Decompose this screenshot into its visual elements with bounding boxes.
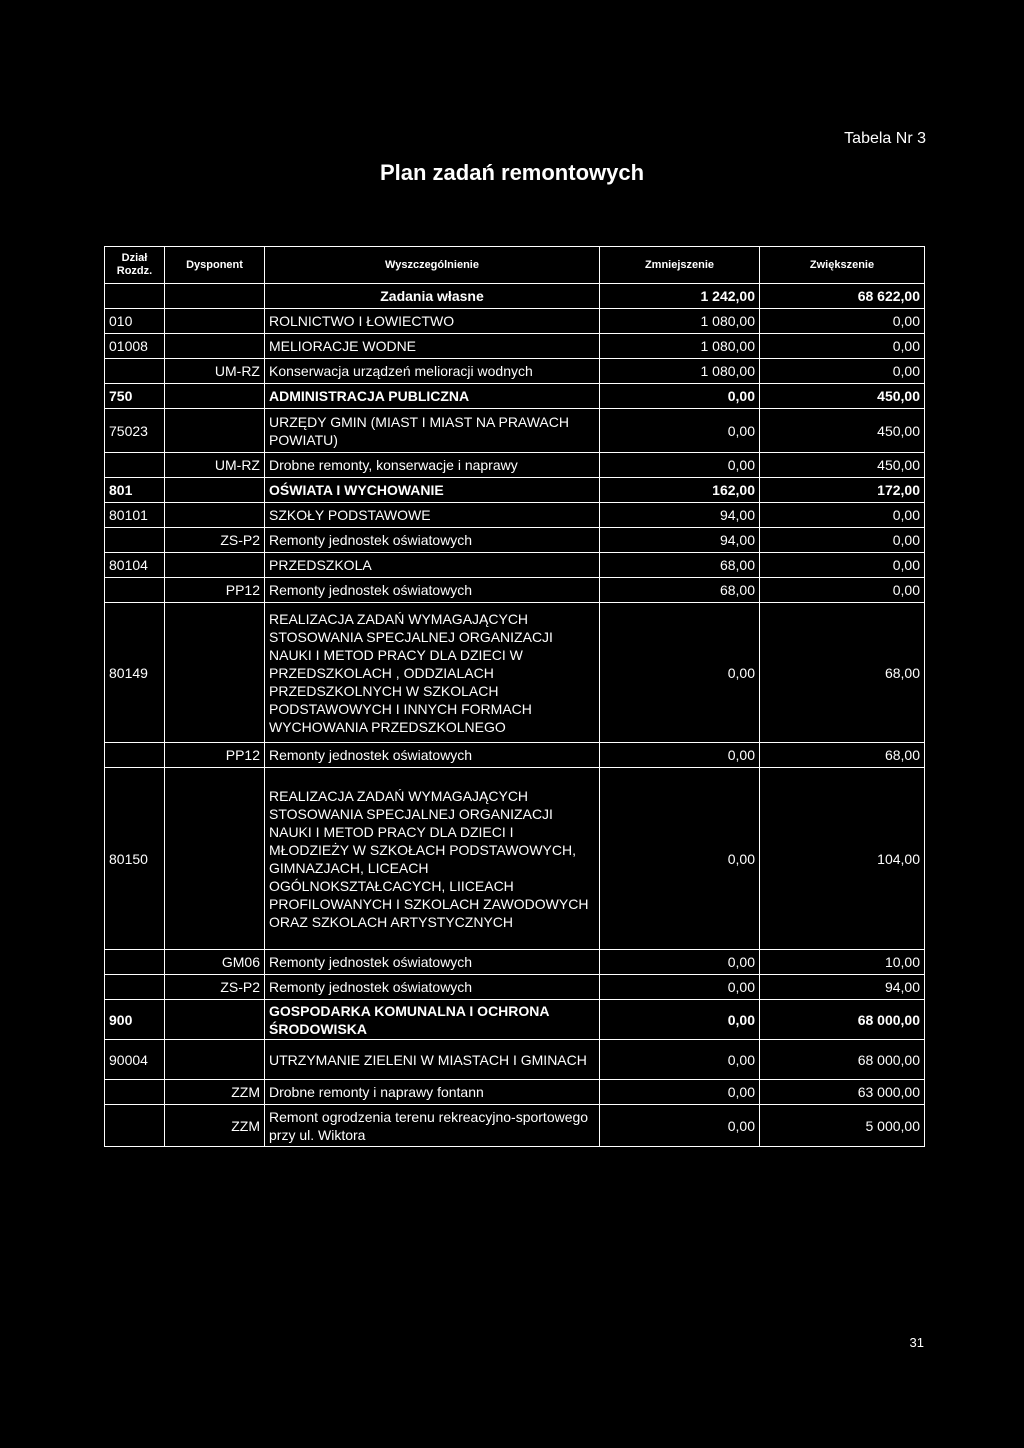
table-row — [105, 453, 925, 478]
row-description-cell: REALIZACJA ZADAŃ WYMAGAJĄCYCH STOSOWANIA SPECJALNEJ ORGANIZACJI NAUKI I METOD PRACY DLA DZIECI I MŁODZIEŻY W SZKOŁACH PODSTAWOWYCH, GIMNAZJACH, LICEACH OGÓLNOKSZTAŁCACYCH, LIICEACH PROFILOWANYCH I SZKOLACH ZAWODOWYCH ORAZ SZKOLACH ARTYSTYCZNYCH — [265, 768, 600, 950]
row-zwiekszenie-cell: 5 000,00 — [760, 1105, 925, 1147]
row-zmniejszenie-cell: 0,00 — [600, 743, 760, 768]
table-row — [105, 1105, 925, 1147]
row-description-cell: Remonty jednostek oświatowych — [265, 578, 600, 603]
row-zwiekszenie-cell: 0,00 — [760, 528, 925, 553]
row-zwiekszenie-cell: 450,00 — [760, 453, 925, 478]
row-code-cell — [105, 284, 165, 309]
row-zmniejszenie-cell: 68,00 — [600, 553, 760, 578]
row-code-cell: 80149 — [105, 603, 165, 743]
header-wyszczegolnienie: Wyszczególnienie — [265, 247, 600, 284]
repair-plan-table — [104, 246, 925, 1147]
row-dysponent-cell — [165, 478, 265, 503]
row-dysponent-cell — [165, 384, 265, 409]
row-zmniejszenie-cell: 0,00 — [600, 1080, 760, 1105]
row-dysponent-cell — [165, 553, 265, 578]
row-dysponent-cell — [165, 503, 265, 528]
row-zmniejszenie-cell: 0,00 — [600, 384, 760, 409]
row-description-cell: UTRZYMANIE ZIELENI W MIASTACH I GMINACH — [265, 1040, 600, 1080]
row-zmniejszenie-cell: 68,00 — [600, 578, 760, 603]
row-code-cell: 750 — [105, 384, 165, 409]
table-row — [105, 1000, 925, 1040]
row-code-cell — [105, 453, 165, 478]
row-description-cell: URZĘDY GMIN (MIAST I MIAST NA PRAWACH POWIATU) — [265, 409, 600, 453]
row-dysponent-cell: ZS-P2 — [165, 528, 265, 553]
table-row — [105, 975, 925, 1000]
row-zmniejszenie-cell: 94,00 — [600, 528, 760, 553]
row-zwiekszenie-cell: 104,00 — [760, 768, 925, 950]
row-description-cell: Remonty jednostek oświatowych — [265, 743, 600, 768]
row-zmniejszenie-cell: 0,00 — [600, 768, 760, 950]
row-zwiekszenie-cell: 94,00 — [760, 975, 925, 1000]
row-zmniejszenie-cell: 1 080,00 — [600, 309, 760, 334]
row-dysponent-cell: GM06 — [165, 950, 265, 975]
row-zmniejszenie-cell: 0,00 — [600, 1105, 760, 1147]
table-row — [105, 334, 925, 359]
row-code-cell — [105, 578, 165, 603]
row-zwiekszenie-cell: 68 000,00 — [760, 1000, 925, 1040]
row-zwiekszenie-cell: 450,00 — [760, 384, 925, 409]
table-row — [105, 578, 925, 603]
row-dysponent-cell — [165, 603, 265, 743]
row-dysponent-cell: ZS-P2 — [165, 975, 265, 1000]
row-description-cell: ADMINISTRACJA PUBLICZNA — [265, 384, 600, 409]
row-zmniejszenie-cell: 1 080,00 — [600, 359, 760, 384]
row-description-cell: Remonty jednostek oświatowych — [265, 975, 600, 1000]
row-zmniejszenie-cell: 0,00 — [600, 1040, 760, 1080]
row-code-cell: 010 — [105, 309, 165, 334]
row-zmniejszenie-cell: 0,00 — [600, 603, 760, 743]
row-description-cell: Remont ogrodzenia terenu rekreacyjno-sportowego przy ul. Wiktora — [265, 1105, 600, 1147]
row-code-cell: 90004 — [105, 1040, 165, 1080]
table-row — [105, 950, 925, 975]
row-zmniejszenie-cell: 1 080,00 — [600, 334, 760, 359]
row-code-cell — [105, 950, 165, 975]
row-description-cell: Konserwacja urządzeń melioracji wodnych — [265, 359, 600, 384]
table-row — [105, 503, 925, 528]
row-dysponent-cell: UM-RZ — [165, 453, 265, 478]
row-dysponent-cell — [165, 309, 265, 334]
row-zwiekszenie-cell: 450,00 — [760, 409, 925, 453]
row-zwiekszenie-cell: 68 622,00 — [760, 284, 925, 309]
page-title: Plan zadań remontowych — [379, 160, 645, 185]
row-dysponent-cell — [165, 768, 265, 950]
table-row — [105, 528, 925, 553]
row-dysponent-cell — [165, 334, 265, 359]
row-zwiekszenie-cell: 0,00 — [760, 359, 925, 384]
row-description-cell: Remonty jednostek oświatowych — [265, 950, 600, 975]
row-description-cell: Drobne remonty, konserwacje i naprawy — [265, 453, 600, 478]
table-row — [105, 603, 925, 743]
row-description-cell: ROLNICTWO I ŁOWIECTWO — [265, 309, 600, 334]
row-code-cell — [105, 975, 165, 1000]
table-row — [105, 553, 925, 578]
row-code-cell: 80104 — [105, 553, 165, 578]
row-code-cell — [105, 1080, 165, 1105]
row-zmniejszenie-cell: 1 242,00 — [600, 284, 760, 309]
row-zwiekszenie-cell: 0,00 — [760, 334, 925, 359]
row-zwiekszenie-cell: 0,00 — [760, 309, 925, 334]
row-zmniejszenie-cell: 162,00 — [600, 478, 760, 503]
row-code-cell: 80101 — [105, 503, 165, 528]
row-description-cell: PRZEDSZKOLA — [265, 553, 600, 578]
row-zwiekszenie-cell: 10,00 — [760, 950, 925, 975]
row-description-cell: MELIORACJE WODNE — [265, 334, 600, 359]
row-zmniejszenie-cell: 0,00 — [600, 409, 760, 453]
row-description-cell: Drobne remonty i naprawy fontann — [265, 1080, 600, 1105]
table-row — [105, 1040, 925, 1080]
row-code-cell: 01008 — [105, 334, 165, 359]
header-zwiekszenie: Zwiększenie — [760, 247, 925, 284]
row-description-cell: GOSPODARKA KOMUNALNA I OCHRONA ŚRODOWISKA — [265, 1000, 600, 1040]
table-number-label: Tabela Nr 3 — [844, 130, 926, 147]
row-zmniejszenie-cell: 0,00 — [600, 950, 760, 975]
row-description-cell: Zadania własne — [265, 284, 600, 309]
table-row — [105, 359, 925, 384]
table-row — [105, 309, 925, 334]
row-zwiekszenie-cell: 0,00 — [760, 578, 925, 603]
row-code-cell — [105, 743, 165, 768]
page-number: 31 — [909, 1335, 924, 1350]
row-zwiekszenie-cell: 63 000,00 — [760, 1080, 925, 1105]
row-description-cell: REALIZACJA ZADAŃ WYMAGAJĄCYCH STOSOWANIA SPECJALNEJ ORGANIZACJI NAUKI I METOD PRACY DLA DZIECI W PRZEDSZKOLACH , ODDZIALACH PRZEDSZKOLNYCH W SZKOLACH PODSTAWOWYCH I INNYCH FORMACH WYCHOWANIA PRZEDSZKOLNEGO — [265, 603, 600, 743]
row-code-cell — [105, 359, 165, 384]
row-zwiekszenie-cell: 68 000,00 — [760, 1040, 925, 1080]
row-zmniejszenie-cell: 94,00 — [600, 503, 760, 528]
row-dysponent-cell: PP12 — [165, 743, 265, 768]
table-row — [105, 409, 925, 453]
row-code-cell: 900 — [105, 1000, 165, 1040]
table-row — [105, 284, 925, 309]
header-dzial-line1: Dział — [121, 252, 148, 264]
row-dysponent-cell: ZZM — [165, 1105, 265, 1147]
table-body — [105, 284, 925, 1147]
row-code-cell: 80150 — [105, 768, 165, 950]
table-header-row — [105, 247, 925, 284]
table-row — [105, 1080, 925, 1105]
row-dysponent-cell: ZZM — [165, 1080, 265, 1105]
table-row — [105, 768, 925, 950]
row-dysponent-cell: PP12 — [165, 578, 265, 603]
header-dzial-line2: Rozdz. — [116, 265, 153, 277]
row-code-cell: 75023 — [105, 409, 165, 453]
header-dzial — [105, 247, 165, 284]
row-code-cell — [105, 528, 165, 553]
row-dysponent-cell: UM-RZ — [165, 359, 265, 384]
row-code-cell — [105, 1105, 165, 1147]
row-description-cell: Remonty jednostek oświatowych — [265, 528, 600, 553]
row-zwiekszenie-cell: 68,00 — [760, 743, 925, 768]
row-description-cell: OŚWIATA I WYCHOWANIE — [265, 478, 600, 503]
header-zmniejszenie: Zmniejszenie — [600, 247, 760, 284]
row-zmniejszenie-cell: 0,00 — [600, 975, 760, 1000]
table-row — [105, 478, 925, 503]
row-description-cell: SZKOŁY PODSTAWOWE — [265, 503, 600, 528]
table-row — [105, 384, 925, 409]
row-dysponent-cell — [165, 1000, 265, 1040]
row-zwiekszenie-cell: 0,00 — [760, 503, 925, 528]
row-code-cell: 801 — [105, 478, 165, 503]
row-zwiekszenie-cell: 68,00 — [760, 603, 925, 743]
row-dysponent-cell — [165, 1040, 265, 1080]
row-zwiekszenie-cell: 172,00 — [760, 478, 925, 503]
row-zmniejszenie-cell: 0,00 — [600, 453, 760, 478]
row-dysponent-cell — [165, 284, 265, 309]
table-row — [105, 743, 925, 768]
row-zmniejszenie-cell: 0,00 — [600, 1000, 760, 1040]
row-dysponent-cell — [165, 409, 265, 453]
row-zwiekszenie-cell: 0,00 — [760, 553, 925, 578]
header-dysponent: Dysponent — [165, 247, 265, 284]
